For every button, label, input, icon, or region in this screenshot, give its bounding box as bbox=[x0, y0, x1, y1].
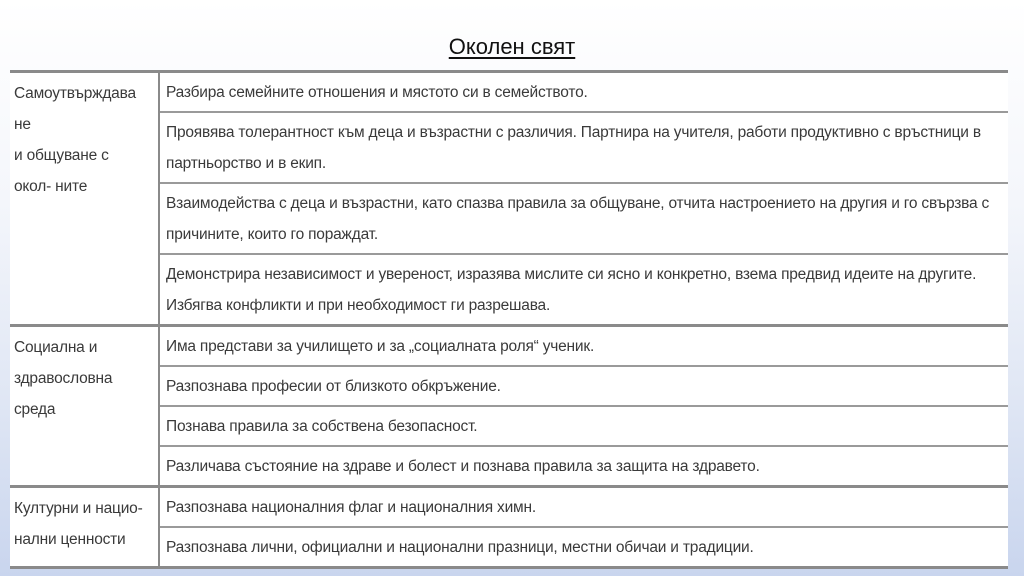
table-row: Познава правила за собствена безопасност. bbox=[160, 407, 1008, 447]
competency-table bbox=[10, 70, 1008, 569]
table-row: Разпознава лични, официални и национални празници, местни обичаи и традиции. bbox=[166, 539, 754, 556]
table-group-social-health bbox=[10, 327, 1008, 488]
items-column bbox=[160, 73, 1008, 324]
table-group-cultural-values bbox=[10, 488, 1008, 566]
table-row: Различава състояние на здраве и болест и познава правила за защита на здравето. bbox=[166, 458, 760, 475]
category-cell: Културни и нацио- нални ценности bbox=[10, 488, 160, 566]
table-row: Разпознава професии от близкото обкръжение. bbox=[160, 367, 1008, 407]
table-row: Проявява толерантност към деца и възрастни с различия. Партнира на учителя, работи продуктивно с връстници в партньорство и в екип. bbox=[160, 113, 1008, 184]
table-row: Разбира семейните отношения и мястото си в семейството. bbox=[160, 73, 1008, 113]
slide-title: Околен свят bbox=[448, 34, 576, 59]
table-row: Взаимодейства с деца и възрастни, като спазва правила за общуване, отчита настроението на другия и го свързва с причините, които го пораждат. bbox=[160, 184, 1008, 255]
table-row: Има представи за училището и за „социалната роля“ ученик. bbox=[160, 327, 1008, 367]
category-cell: Социална и здравословна среда bbox=[10, 327, 160, 485]
table-group-self-assertion bbox=[10, 73, 1008, 327]
table-row: Разпознава националния флаг и националния химн. bbox=[160, 488, 1008, 528]
table-row: Демонстрира независимост и увереност, изразява мислите си ясно и конкретно, взема предвид идеите на другите. Избягва конфликти и при необходимост ги разрешава. bbox=[166, 266, 977, 314]
items-column bbox=[160, 327, 1008, 485]
items-column bbox=[160, 488, 1008, 566]
category-cell: Самоутвърждава не и общуване с окол- ните bbox=[10, 73, 160, 324]
